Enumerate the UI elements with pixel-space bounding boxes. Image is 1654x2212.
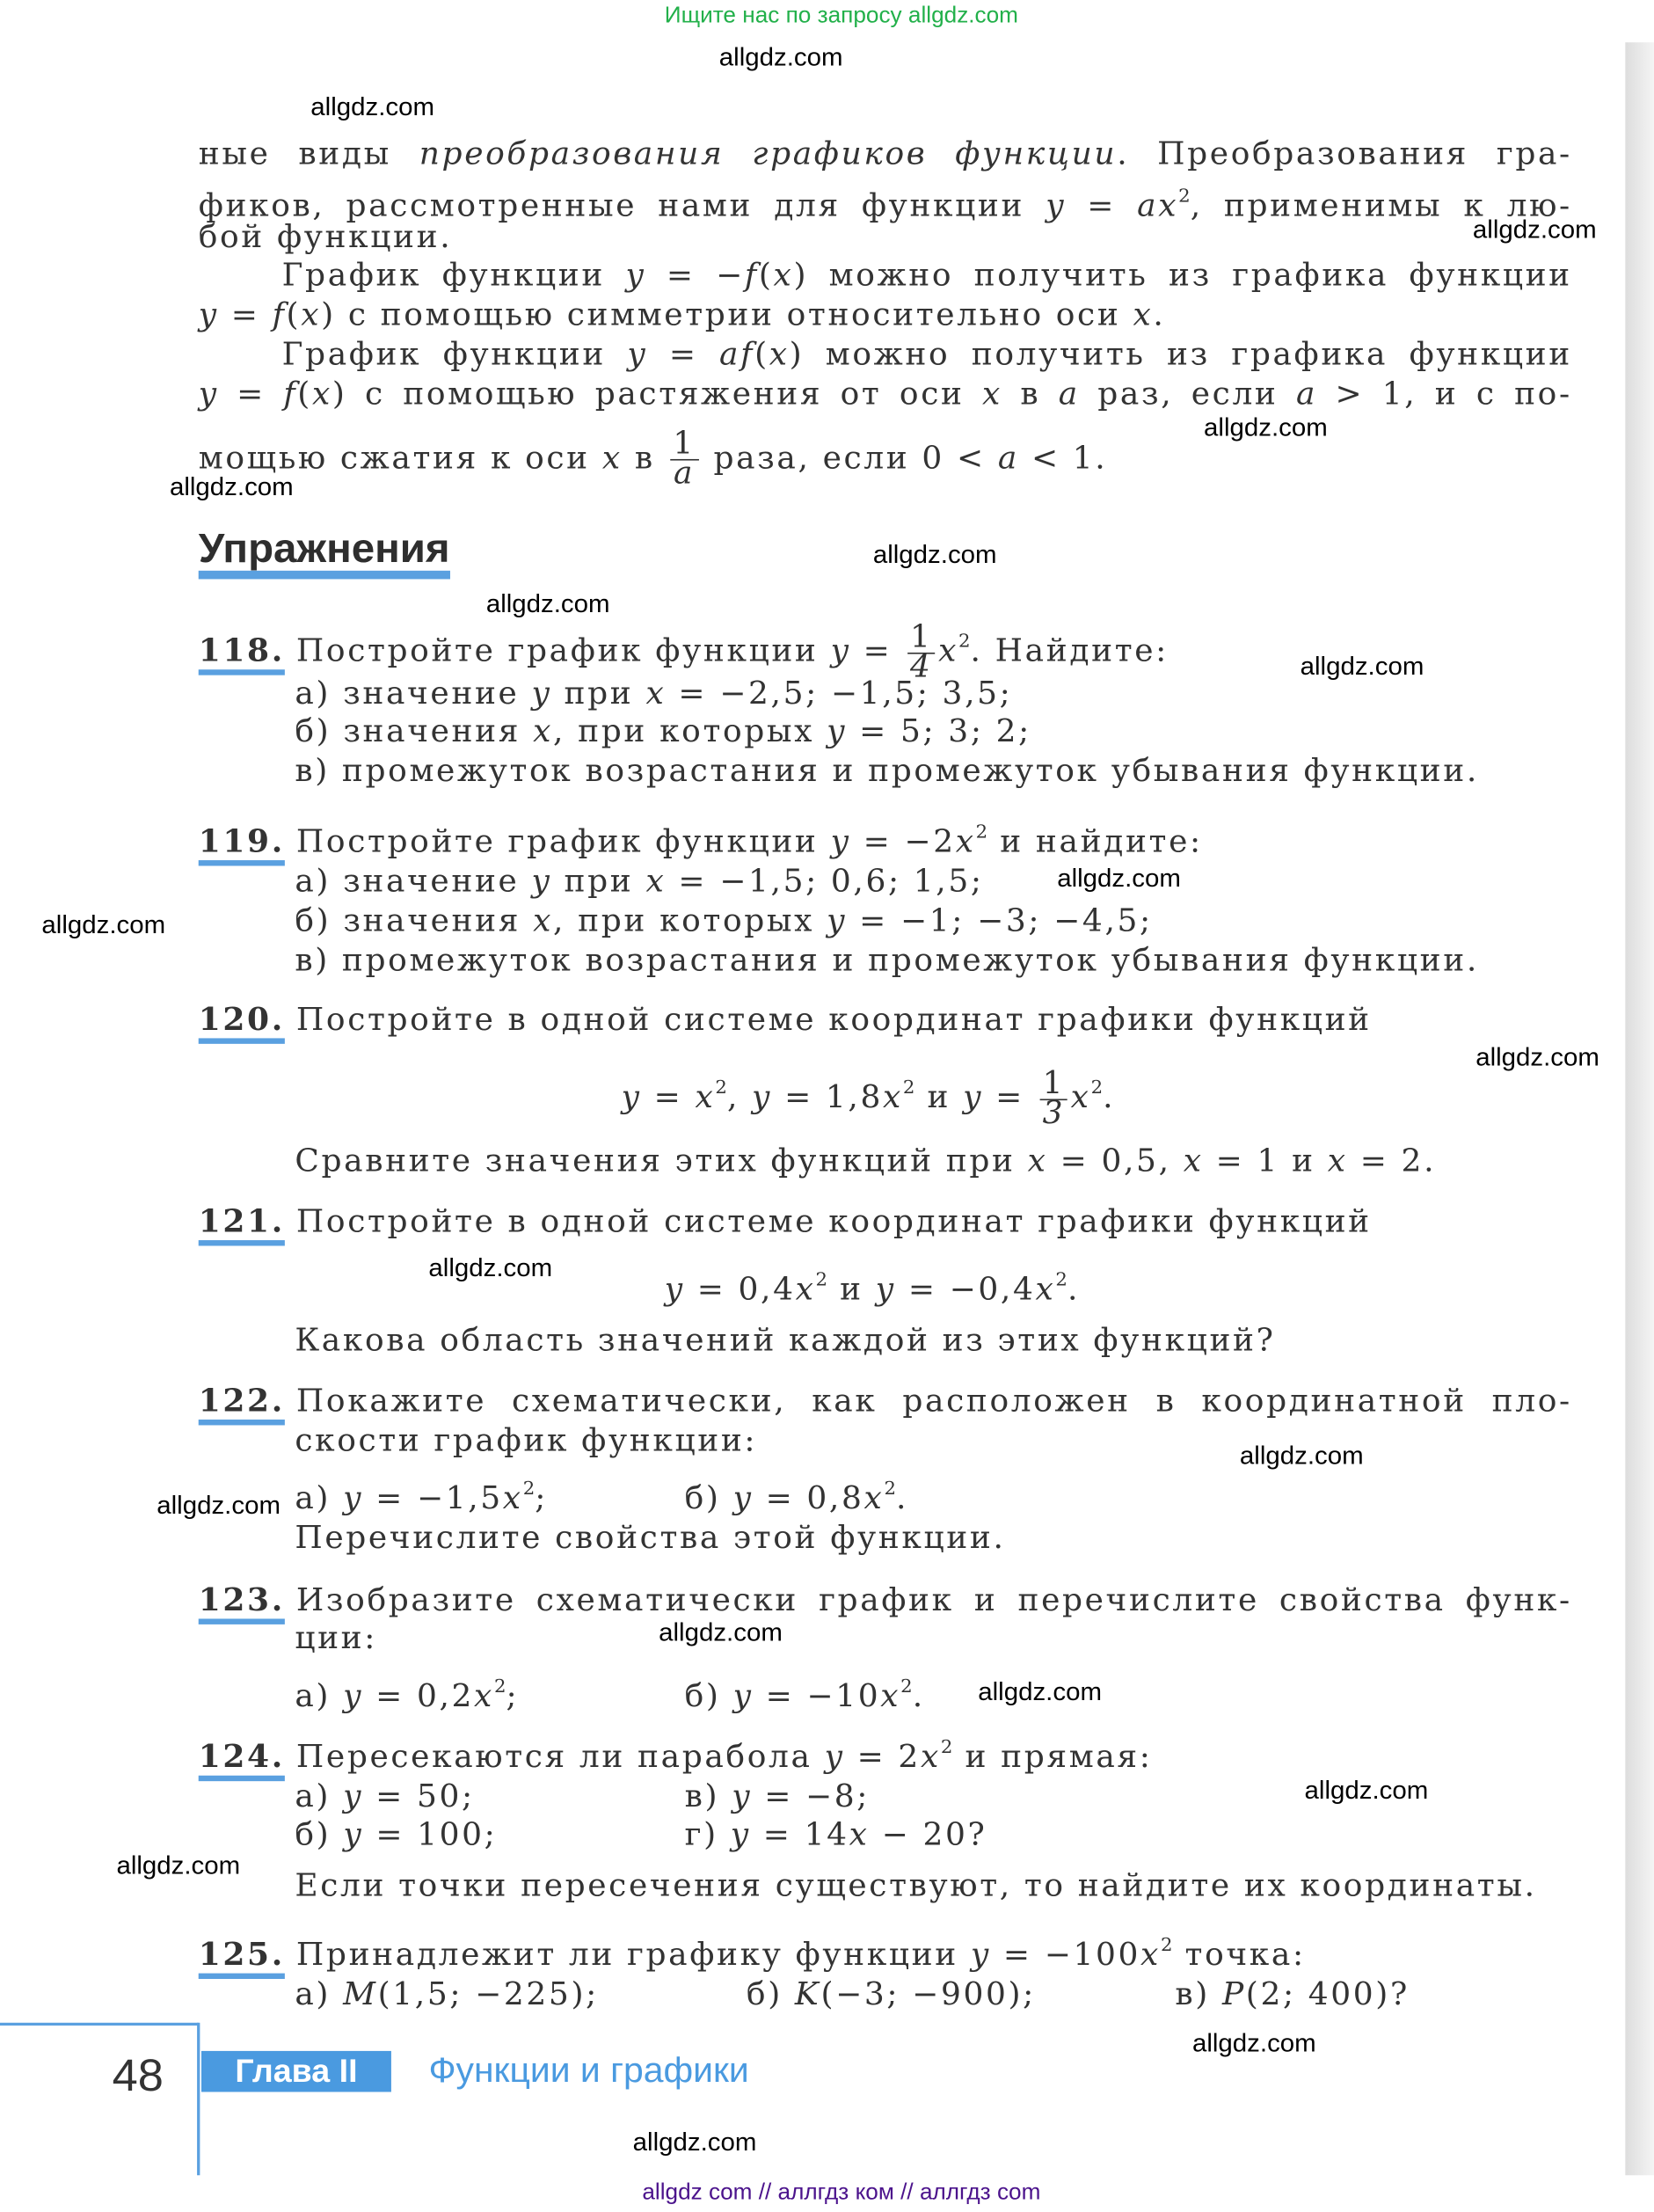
math-variable: x: [882, 1080, 903, 1116]
text: б): [295, 1817, 344, 1854]
math-variable: y: [732, 1679, 754, 1715]
math-variable: P: [1221, 1977, 1246, 2013]
exercise-number: 124.: [199, 1739, 285, 1781]
math-variable: x: [1027, 1143, 1048, 1180]
text: раза, если 0 <: [701, 441, 998, 478]
math-variable: y: [827, 903, 848, 939]
watermark: allgdz.com: [1239, 1441, 1364, 1471]
text-line: [295, 902, 1152, 942]
text: =: [647, 337, 720, 373]
text: ;: [506, 1679, 520, 1715]
numerator: 1: [670, 431, 698, 461]
page-number: 48: [112, 2049, 164, 2101]
exponent: 2: [902, 1077, 915, 1099]
math-variable: y: [531, 676, 552, 712]
exercise-number: 119.: [199, 823, 285, 865]
text: Постройте график функции: [295, 634, 831, 670]
text-line: [199, 135, 1572, 175]
text: б): [684, 1481, 733, 1517]
math-variable: K: [794, 1977, 821, 2013]
text: = 2.: [1347, 1143, 1437, 1180]
math-variable: x: [795, 1273, 816, 1309]
footer-divider: [0, 2023, 199, 2026]
math-variable: f: [744, 258, 759, 295]
text: График функции: [281, 337, 628, 373]
text: =: [983, 1080, 1038, 1116]
text: скости график функции:: [295, 1423, 758, 1459]
text: Постройте в одной системе координат графики функций: [295, 1003, 1372, 1039]
math-variable: y: [732, 1779, 753, 1815]
text: а) значение: [295, 676, 532, 712]
math-variable: y: [531, 864, 552, 901]
text-line: [295, 1816, 497, 1856]
text: > 1, и с по-: [1317, 376, 1572, 412]
math-variable: x: [1140, 1938, 1161, 1974]
math-variable: a: [1295, 376, 1318, 412]
text: Если точки пересечения существуют, то найдите их координаты.: [295, 1868, 1537, 1904]
watermark: allgdz.com: [116, 1851, 241, 1880]
text: фиков, рассмотренные нами для функции: [198, 189, 1046, 225]
text: Перечислите свойства этой функции.: [295, 1521, 1006, 1557]
exponent: 2: [715, 1077, 727, 1099]
math-variable: y: [730, 1817, 751, 1854]
math-variable: f: [283, 376, 298, 412]
text: г): [684, 1817, 731, 1854]
math-variable: y: [830, 634, 851, 670]
text: = 50;: [363, 1779, 475, 1815]
text-line: [747, 1976, 1036, 2016]
text-line: [199, 1382, 1572, 1423]
watermark: allgdz.com: [41, 910, 166, 939]
math-variable: y: [627, 337, 648, 373]
exercise-number: 120.: [199, 1002, 285, 1044]
text-line: [295, 1143, 1436, 1182]
watermark: allgdz.com: [978, 1677, 1102, 1706]
text: = 100;: [363, 1817, 498, 1854]
text: ;: [535, 1481, 549, 1517]
text: = −8;: [752, 1779, 871, 1815]
text: .: [895, 1481, 909, 1517]
text-line: [199, 814, 1203, 863]
exponent: 2: [1160, 1935, 1173, 1957]
watermark: allgdz.com: [1191, 2029, 1316, 2058]
text: и: [914, 1080, 964, 1116]
text: в): [684, 1779, 732, 1815]
text-line: [199, 296, 1166, 336]
text-line: [199, 376, 1572, 415]
math-variable: x: [880, 1679, 901, 1715]
text: .: [1103, 1080, 1116, 1116]
text: а): [295, 1977, 344, 2013]
text: .: [1067, 1273, 1081, 1309]
text: бой функции.: [198, 220, 453, 256]
math-variable: x: [533, 903, 554, 939]
text: . Преобразования гра-: [1117, 136, 1572, 172]
text: = 2: [844, 1740, 921, 1776]
text: =: [218, 297, 273, 334]
text: = 1 и: [1203, 1143, 1328, 1180]
text-line: [295, 1322, 1275, 1362]
text-line: [295, 1976, 599, 2016]
text-line: [199, 219, 453, 259]
exercise-number: 121.: [199, 1203, 285, 1245]
math-variable: x: [773, 258, 794, 295]
math-variable: a: [1058, 376, 1080, 412]
math-variable: y: [198, 297, 219, 334]
text: (: [754, 337, 769, 373]
math-variable: y: [824, 1740, 845, 1776]
math-variable: y: [343, 1817, 364, 1854]
footer-margin-line: [197, 2023, 200, 2175]
math-variable: x: [645, 864, 667, 901]
numerator: 1: [907, 624, 936, 653]
text: при: [551, 676, 646, 712]
text: и найдите:: [987, 824, 1203, 861]
watermark: allgdz.com: [718, 42, 843, 72]
text-line: [199, 1000, 1372, 1041]
text: (2; 400)?: [1245, 1977, 1410, 2013]
text: точка:: [1172, 1938, 1306, 1974]
text: в: [622, 441, 667, 478]
math-variable: x: [863, 1481, 885, 1517]
watermark: allgdz.com: [1472, 215, 1597, 245]
text: ) с помощью растяжения от оси: [332, 376, 983, 412]
text: а) значение: [295, 864, 532, 901]
fraction: [907, 619, 936, 685]
watermark: allgdz.com: [1204, 412, 1328, 442]
math-variable: y: [827, 714, 848, 750]
math-variable: y: [963, 1080, 984, 1116]
text-line: [295, 753, 1479, 792]
text: = 1,8: [772, 1080, 883, 1116]
text: а): [295, 1779, 344, 1815]
watermark: allgdz.com: [428, 1253, 553, 1282]
text: мощью сжатия к оси: [198, 441, 602, 478]
text-line: [282, 257, 1572, 296]
text: = −2,5; −1,5; 3,5;: [666, 676, 1013, 712]
text: Изобразите схематически график и перечислите свойства функ-: [295, 1583, 1572, 1619]
math-variable: x: [301, 297, 322, 334]
exponent: 2: [975, 821, 988, 843]
text: раз, если: [1079, 376, 1296, 412]
text: = −100: [990, 1938, 1141, 1974]
math-variable: y: [343, 1779, 364, 1815]
exponent: 2: [884, 1478, 896, 1500]
text: (−3; −900);: [820, 1977, 1036, 2013]
text: = 0,5,: [1047, 1143, 1184, 1180]
text: Принадлежит ли графику функции: [295, 1938, 971, 1974]
text: ) с помощью симметрии относительно оси: [321, 297, 1133, 334]
text: . Найдите:: [970, 634, 1169, 670]
text: б) значения: [295, 903, 534, 939]
text: б) значения: [295, 714, 534, 750]
math-variable: y: [970, 1938, 991, 1974]
text: Пересекаются ли парабола: [295, 1740, 825, 1776]
math-variable: y: [732, 1481, 754, 1517]
text-line: [295, 1422, 757, 1462]
text: = 14: [750, 1817, 849, 1854]
text: при: [551, 864, 646, 901]
watermark: allgdz.com: [872, 540, 997, 569]
text-line: [295, 1668, 519, 1718]
chapter-title: Функции и графики: [428, 2050, 749, 2091]
text-line: [198, 619, 1169, 685]
text: .: [1153, 297, 1166, 334]
exponent: 2: [1090, 1077, 1104, 1099]
math-variable: x: [474, 1679, 494, 1715]
watermark: allgdz.com: [1300, 652, 1424, 681]
text: ) можно получить из графика функции: [789, 337, 1572, 373]
math-variable: x: [311, 376, 332, 412]
text-line: [1175, 1976, 1410, 2016]
math-variable: x: [1035, 1273, 1056, 1309]
text-line: [295, 942, 1479, 982]
math-variable: y: [830, 824, 851, 861]
math-variable: a: [997, 441, 1019, 478]
watermark: allgdz.com: [1304, 1776, 1429, 1805]
text-line: [282, 336, 1572, 376]
math-variable: x: [982, 376, 1002, 412]
math-variable: y: [875, 1273, 896, 1309]
text: .: [912, 1679, 925, 1715]
text: ) можно получить из графика функции: [793, 258, 1572, 295]
math-variable: af: [719, 337, 755, 373]
math-variable: y: [198, 376, 219, 412]
text: в) промежуток возрастания и промежуток убывания функции.: [295, 754, 1479, 790]
text: ,: [726, 1080, 753, 1116]
text: = −0,4: [895, 1273, 1036, 1309]
text: =: [850, 634, 905, 670]
text-line: [685, 1471, 908, 1520]
math-variable: y: [1046, 189, 1067, 225]
text: =: [1066, 189, 1138, 225]
exercise-number: 118.: [199, 632, 285, 675]
text-line: [295, 863, 983, 902]
text: < 1.: [1018, 441, 1108, 478]
text: б): [746, 1977, 795, 2013]
text: б): [684, 1679, 733, 1715]
text-line: [199, 1202, 1372, 1244]
text-line: [665, 1261, 1080, 1310]
text: = −2: [850, 824, 956, 861]
math-variable: x: [849, 1817, 870, 1854]
exercise-number: 123.: [199, 1582, 285, 1624]
text: (: [297, 376, 312, 412]
text: а): [295, 1679, 344, 1715]
math-variable: x: [920, 1740, 941, 1776]
watermark: allgdz.com: [1475, 1043, 1599, 1072]
watermark: allgdz.com: [659, 1617, 783, 1646]
exponent: 2: [958, 631, 971, 653]
text: = −1,5; 0,6; 1,5;: [666, 864, 984, 901]
math-variable: y: [664, 1273, 685, 1309]
text-line: [295, 675, 1012, 715]
text: , при которых: [553, 714, 827, 750]
text: График функции: [281, 258, 626, 295]
section-heading: Упражнения: [199, 529, 450, 580]
math-variable: y: [343, 1481, 364, 1517]
text: , применимы к лю-: [1190, 189, 1572, 225]
watermark-top: Ищите нас по запросу allgdz.com: [664, 4, 1018, 29]
text: = −: [645, 258, 745, 295]
text: = 0,4: [684, 1273, 796, 1309]
math-variable: x: [533, 714, 554, 750]
denominator: a: [674, 456, 696, 492]
math-variable: x: [769, 337, 790, 373]
watermark: allgdz.com: [310, 92, 435, 121]
text: =: [641, 1080, 696, 1116]
watermark: allgdz.com: [157, 1491, 281, 1520]
text: , при которых: [553, 903, 827, 939]
text: Какова область значений каждой из этих функций?: [295, 1323, 1276, 1359]
text: Постройте график функции: [295, 824, 831, 861]
math-variable: x: [601, 441, 623, 478]
watermark: allgdz.com: [1057, 864, 1181, 893]
math-variable: преобразования графиков функции: [419, 136, 1118, 172]
math-variable: x: [645, 676, 667, 712]
text: = −1,5: [363, 1481, 503, 1517]
text-line: [685, 1816, 987, 1856]
text: а): [295, 1481, 344, 1517]
fraction: [670, 427, 698, 492]
math-variable: y: [752, 1080, 773, 1116]
text: (1,5; −225);: [377, 1977, 599, 2013]
math-variable: y: [625, 258, 646, 295]
fraction: [1039, 1065, 1067, 1131]
math-variable: x: [938, 634, 958, 670]
chapter-label: Глава II: [201, 2051, 391, 2092]
text: Постройте в одной системе координат графики функций: [295, 1204, 1372, 1241]
text-line: [295, 713, 1031, 753]
math-variable: f: [272, 297, 287, 334]
text-line: [685, 1778, 870, 1818]
text-line: [199, 1581, 1572, 1622]
exponent: 2: [940, 1737, 953, 1759]
math-variable: x: [1070, 1080, 1091, 1116]
text-line: [295, 1471, 548, 1520]
math-variable: y: [343, 1679, 364, 1715]
watermark-bottom: allgdz com // аллгдз ком // аллгдз com: [642, 2180, 1041, 2205]
text-line: [621, 1065, 1116, 1131]
text: Покажите схематически, как расположен в координатной пло-: [295, 1383, 1572, 1420]
text-line: [199, 1729, 1153, 1778]
math-variable: x: [1133, 297, 1154, 334]
math-variable: x: [955, 824, 976, 861]
math-variable: ax: [1137, 189, 1179, 225]
text: и: [827, 1273, 876, 1309]
exponent: 2: [900, 1676, 913, 1698]
text: в: [1002, 376, 1059, 412]
exponent: 2: [493, 1676, 506, 1698]
text: Сравните значения этих функций при: [295, 1143, 1028, 1180]
math-variable: x: [502, 1481, 523, 1517]
text: = −1; −3; −4,5;: [847, 903, 1153, 939]
math-variable: x: [695, 1080, 716, 1116]
exercise-number: 122.: [199, 1383, 285, 1425]
math-variable: y: [621, 1080, 642, 1116]
exercise-number: 125.: [199, 1937, 285, 1979]
text: в): [1175, 1977, 1222, 2013]
text: ные виды: [198, 136, 419, 172]
text-line: [295, 1520, 1005, 1559]
text-line: [199, 1927, 1306, 1976]
text-line: [685, 1668, 925, 1718]
exponent: 2: [1055, 1269, 1067, 1291]
text-line: [295, 1867, 1536, 1907]
text: и прямая:: [952, 1740, 1153, 1776]
text: − 20?: [869, 1817, 987, 1854]
watermark: allgdz.com: [632, 2128, 757, 2157]
math-variable: M: [343, 1977, 378, 2013]
text: (: [286, 297, 302, 334]
math-variable: x: [1327, 1143, 1348, 1180]
text-line: [295, 1620, 377, 1660]
text: в) промежуток возрастания и промежуток убывания функции.: [295, 943, 1479, 979]
exponent: 2: [815, 1269, 828, 1291]
page-edge-shadow: [1625, 42, 1654, 2175]
exponent: 2: [1178, 186, 1191, 208]
text: = 5; 3; 2;: [847, 714, 1031, 750]
text: ции:: [295, 1621, 378, 1657]
watermark: allgdz.com: [485, 589, 610, 618]
text: = 0,2: [363, 1679, 475, 1715]
text: (: [758, 258, 774, 295]
numerator: 1: [1039, 1070, 1067, 1100]
math-variable: x: [1183, 1143, 1204, 1180]
text: = 0,8: [753, 1481, 864, 1517]
text-line: [295, 1778, 474, 1818]
watermark: allgdz.com: [169, 472, 294, 501]
text: =: [218, 376, 284, 412]
text: = −10: [753, 1679, 881, 1715]
denominator: 3: [1042, 1095, 1066, 1131]
denominator: 4: [909, 648, 933, 685]
exponent: 2: [522, 1478, 536, 1500]
